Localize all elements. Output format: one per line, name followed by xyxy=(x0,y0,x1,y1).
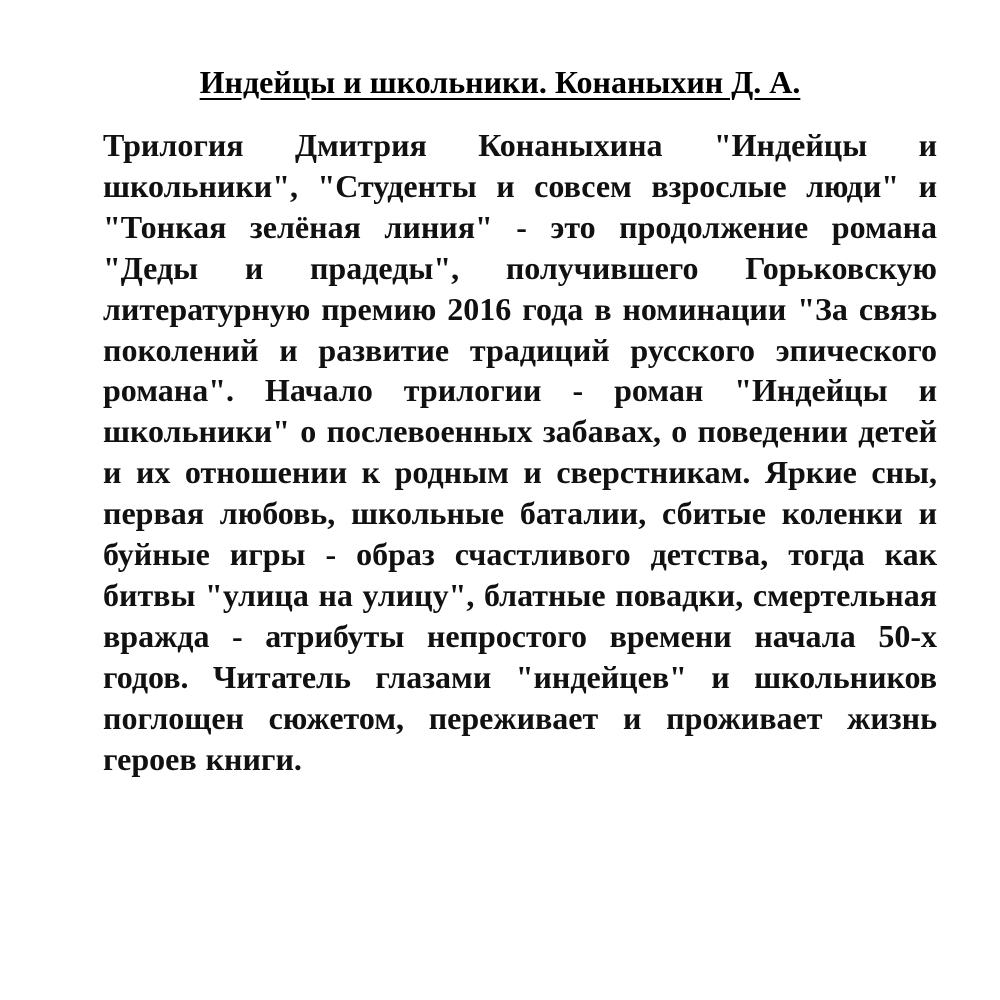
document-paragraph: Трилогия Дмитрия Конаныхина "Индейцы и школьники", "Студенты и совсем взрослые люди" и "Тонкая зелёная линия" - это продолжение романа "Деды и прадеды", получившего Горьковскую литературную премию 2016 года в номинации "За связь поколений и развитие традиций русского эпического романа". Начало трилогии - роман "Индейцы и школьники" о послевоенных забавах, о поведении детей и их отношении к родным и сверстникам. Яркие сны, первая любовь, школьные баталии, сбитые коленки и буйные игры - образ счастливого детства, тогда как битвы "улица на улицу", блатные повадки, смертельная вражда - атрибуты непростого времени начала 50-х годов. Читатель глазами "индейцев" и школьников поглощен сюжетом, переживает и проживает жизнь героев книги. xyxy=(103,127,937,777)
document-title: Индейцы и школьники. Конаныхин Д. А. xyxy=(199,64,801,100)
